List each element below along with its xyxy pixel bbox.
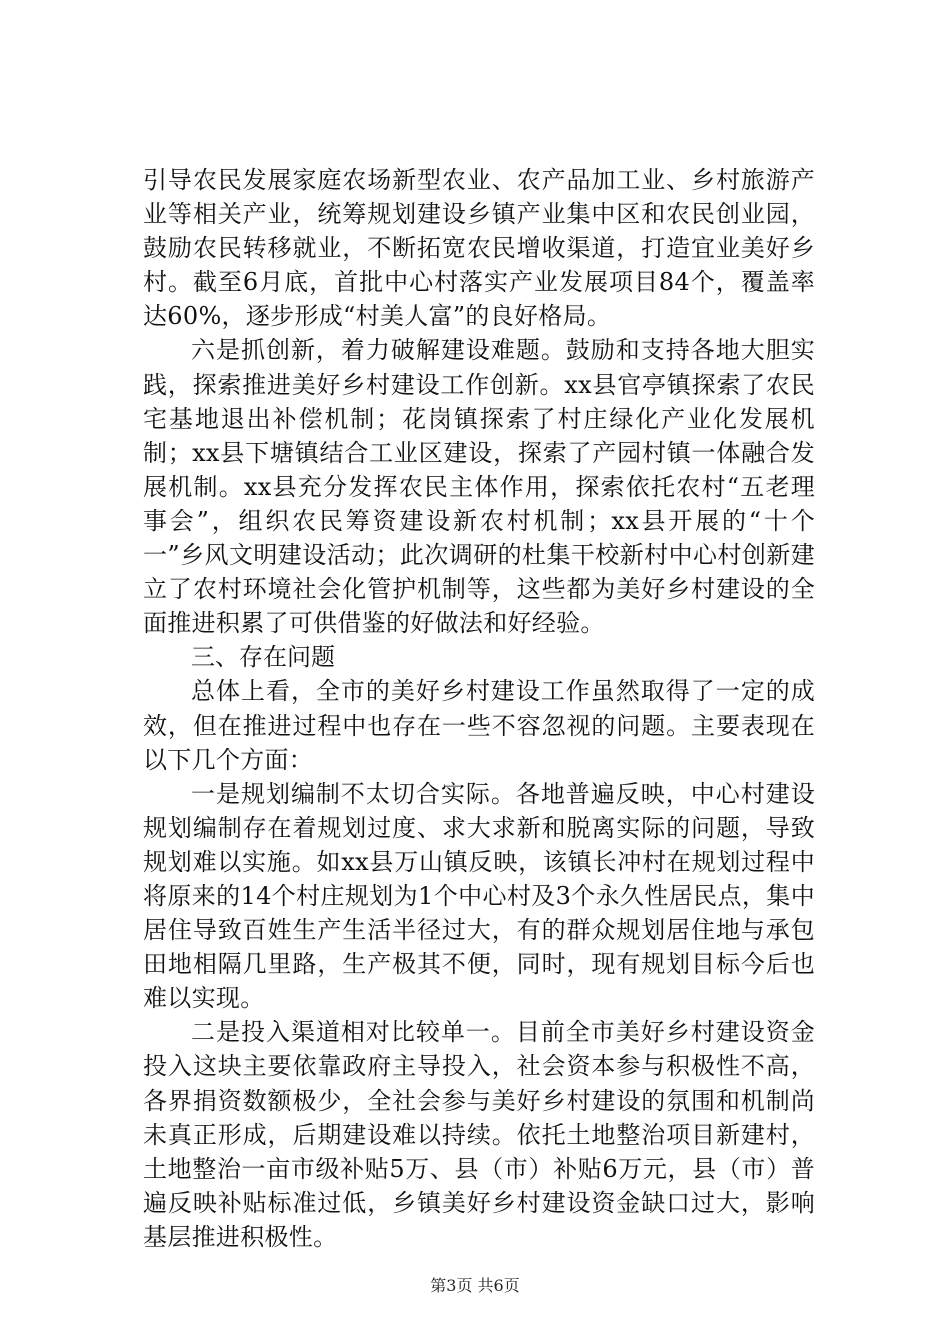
section-heading-problems: 三、存在问题 — [191, 643, 335, 672]
paragraph-planning: 一是规划编制不太切合实际。各地普遍反映，中心村建设规划编制存在着规划过度、求大求新和脱离实际的问题，导致规划难以实施。如xx县万山镇反映，该镇长冲村在规划过程中将原来的14个村庄规划为1个中心村及3个永久性居民点，集中居住导致百姓生产生活半径过大，有的群众规划居住地与承包田地相隔几里路，生产极其不便，同时，现有规划目标今后也难以实现。 — [143, 779, 815, 1013]
paragraph-innovation: 六是抓创新，着力破解建设难题。鼓励和支持各地大胆实践，探索推进美好乡村建设工作创新。xx县官亭镇探索了农民宅基地退出补偿机制；花岗镇探索了村庄绿化产业化发展机制；xx县下塘镇结合工业区建设，探索了产园村镇一体融合发展机制。xx县充分发挥农民主体作用，探索依托农村“五老理事会”，组织农民筹资建设新农村机制；xx县开展的“十个一”乡风文明建设活动；此次调研的杜集干校新村中心村创新建立了农村环境社会化管护机制等，这些都为美好乡村建设的全面推进积累了可供借鉴的好做法和好经验。 — [143, 336, 815, 638]
paragraph-overview: 总体上看，全市的美好乡村建设工作虽然取得了一定的成效，但在推进过程中也存在一些不容忽视的问题。主要表现在以下几个方面： — [143, 677, 815, 774]
page-number-footer: 第3页 共6页 — [430, 1276, 520, 1295]
document-body — [143, 163, 815, 1254]
paragraph-funding: 二是投入渠道相对比较单一。目前全市美好乡村建设资金投入这块主要依靠政府主导投入，社会资本参与积极性不高，各界捐资数额极少，全社会参与美好乡村建设的氛围和机制尚未真正形成，后期建设难以持续。依托土地整治项目新建村，土地整治一亩市级补贴5万、县（市）补贴6万元，县（市）普遍反映补贴标准过低，乡镇美好乡村建设资金缺口过大，影响基层推进积极性。 — [143, 1018, 815, 1251]
paragraph-continuation: 引导农民发展家庭农场新型农业、农产品加工业、乡村旅游产业等相关产业，统筹规划建设乡镇产业集中区和农民创业园，鼓励农民转移就业，不断拓宽农民增收渠道，打造宜业美好乡村。截至6月底，首批中心村落实产业发展项目84个，覆盖率达60%，逐步形成“村美人富”的良好格局。 — [143, 166, 815, 331]
